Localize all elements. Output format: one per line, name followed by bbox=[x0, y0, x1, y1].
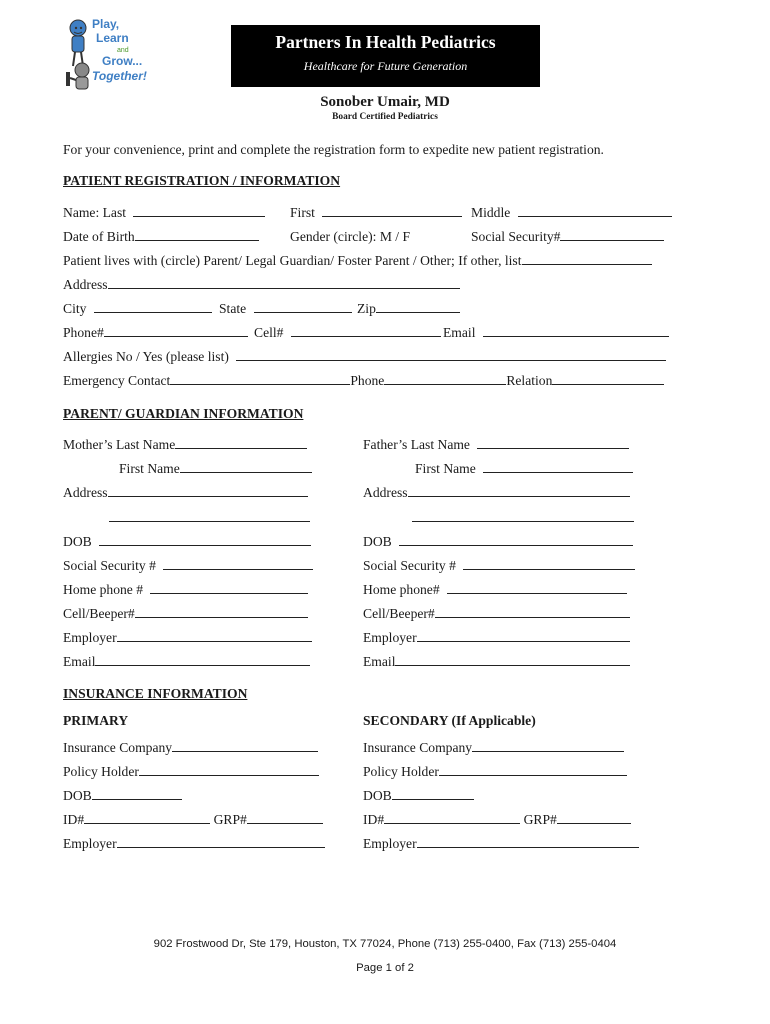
tagline: Healthcare for Future Generation bbox=[303, 59, 468, 73]
email-group bbox=[443, 325, 669, 341]
last-name-label: Name: Last bbox=[63, 205, 127, 220]
secondary-holder-label: Policy Holder bbox=[363, 764, 439, 779]
middle-name-field[interactable] bbox=[518, 205, 672, 217]
father-first-field[interactable] bbox=[483, 461, 633, 473]
allergies-field[interactable] bbox=[236, 349, 666, 361]
father-home-phone-field[interactable] bbox=[447, 582, 627, 594]
cell-group bbox=[254, 325, 441, 341]
emergency-phone-label: Phone bbox=[350, 373, 385, 388]
primary-insurance-heading: PRIMARY bbox=[63, 713, 129, 728]
allergies-group bbox=[63, 349, 666, 365]
primary-dob-field[interactable] bbox=[92, 788, 182, 800]
mother-ssn-field[interactable] bbox=[163, 558, 313, 570]
mother-address-field[interactable] bbox=[108, 485, 308, 497]
mother-cell-label: Cell/Beeper# bbox=[63, 606, 135, 621]
secondary-id-field[interactable] bbox=[384, 812, 520, 824]
middle-name-label: Middle bbox=[471, 205, 511, 220]
mother-address-label: Address bbox=[63, 485, 108, 500]
primary-dob-group bbox=[63, 788, 182, 804]
first-name-label: First bbox=[290, 205, 315, 220]
father-dob-field[interactable] bbox=[399, 534, 633, 546]
father-employer-label: Employer bbox=[363, 630, 417, 645]
primary-company-field[interactable] bbox=[172, 740, 318, 752]
svg-text:and: and bbox=[117, 47, 129, 54]
primary-grp-field[interactable] bbox=[247, 812, 323, 824]
secondary-holder-group bbox=[363, 764, 627, 780]
mother-first-group bbox=[119, 461, 312, 477]
secondary-id-label: ID# bbox=[363, 812, 385, 827]
primary-holder-field[interactable] bbox=[139, 764, 319, 776]
lives-with-group bbox=[63, 253, 652, 269]
phone-field[interactable] bbox=[104, 325, 248, 337]
mother-first-field[interactable] bbox=[180, 461, 312, 473]
primary-employer-field[interactable] bbox=[117, 836, 325, 848]
doctor-credential: Board Certified Pediatrics bbox=[332, 112, 438, 122]
email-field[interactable] bbox=[483, 325, 669, 337]
secondary-holder-field[interactable] bbox=[439, 764, 627, 776]
phone-group bbox=[63, 325, 248, 341]
svg-text:Learn: Learn bbox=[96, 31, 129, 45]
primary-dob-label: DOB bbox=[63, 788, 92, 803]
primary-holder-group bbox=[63, 764, 319, 780]
secondary-insurance-heading: SECONDARY (If Applicable) bbox=[363, 713, 536, 728]
doctor-name: Sonober Umair, MD bbox=[320, 94, 450, 110]
ssn-label: Social Security# bbox=[471, 229, 561, 244]
father-address-line2-field[interactable] bbox=[412, 510, 634, 522]
practice-name: Partners In Health Pediatrics bbox=[275, 32, 496, 52]
father-first-group bbox=[415, 461, 633, 477]
middle-name-group bbox=[471, 205, 672, 221]
primary-employer-group bbox=[63, 836, 325, 852]
mother-last-label: Mother’s Last Name bbox=[63, 437, 176, 452]
ssn-group bbox=[471, 229, 664, 245]
primary-company-label: Insurance Company bbox=[63, 740, 173, 755]
father-dob-label: DOB bbox=[363, 534, 392, 549]
father-ssn-label: Social Security # bbox=[363, 558, 456, 573]
father-last-label: Father’s Last Name bbox=[363, 437, 470, 452]
cell-field[interactable] bbox=[291, 325, 441, 337]
emergency-relation-label: Relation bbox=[506, 373, 553, 388]
secondary-employer-label: Employer bbox=[363, 836, 417, 851]
mother-dob-label: DOB bbox=[63, 534, 92, 549]
primary-id-label: ID# bbox=[63, 812, 85, 827]
secondary-employer-group bbox=[363, 836, 639, 852]
last-name-field[interactable] bbox=[133, 205, 265, 217]
secondary-grp-field[interactable] bbox=[557, 812, 631, 824]
primary-grp-label: GRP# bbox=[213, 812, 247, 827]
secondary-dob-group bbox=[363, 788, 474, 804]
intro-text: For your convenience, print and complete the registration form to expedite new patient registration. bbox=[63, 142, 604, 157]
secondary-id-group bbox=[363, 812, 631, 828]
emergency-relation-field[interactable] bbox=[552, 373, 664, 385]
secondary-company-group bbox=[363, 740, 624, 756]
secondary-dob-field[interactable] bbox=[392, 788, 474, 800]
city-field[interactable] bbox=[94, 301, 212, 313]
state-field[interactable] bbox=[254, 301, 352, 313]
father-cell-field[interactable] bbox=[435, 606, 630, 618]
father-address-field[interactable] bbox=[408, 485, 630, 497]
mother-employer-group bbox=[63, 630, 312, 646]
mother-employer-field[interactable] bbox=[117, 630, 312, 642]
insurance-section-heading: INSURANCE INFORMATION bbox=[63, 686, 248, 701]
secondary-company-field[interactable] bbox=[472, 740, 624, 752]
father-email-group bbox=[363, 654, 630, 670]
father-cell-group bbox=[363, 606, 630, 622]
mother-ssn-label: Social Security # bbox=[63, 558, 156, 573]
zip-label: Zip bbox=[357, 301, 376, 316]
mother-employer-label: Employer bbox=[63, 630, 117, 645]
svg-text:Together!: Together! bbox=[92, 69, 147, 83]
emergency-phone-field[interactable] bbox=[384, 373, 506, 385]
father-dob-group bbox=[363, 534, 633, 550]
mother-last-group bbox=[63, 437, 307, 453]
ssn-field[interactable] bbox=[560, 229, 664, 241]
father-employer-group bbox=[363, 630, 630, 646]
father-email-label: Email bbox=[363, 654, 396, 669]
secondary-company-label: Insurance Company bbox=[363, 740, 473, 755]
mother-email-group bbox=[63, 654, 310, 670]
patient-name-row bbox=[63, 205, 265, 221]
emergency-contact-group bbox=[63, 373, 664, 389]
address-field[interactable] bbox=[108, 277, 460, 289]
mother-email-label: Email bbox=[63, 654, 96, 669]
mother-home-phone-label: Home phone # bbox=[63, 582, 144, 597]
header-banner bbox=[231, 25, 540, 87]
state-group bbox=[219, 301, 352, 317]
secondary-dob-label: DOB bbox=[363, 788, 392, 803]
mother-first-label: First Name bbox=[119, 461, 180, 476]
secondary-employer-field[interactable] bbox=[417, 836, 639, 848]
father-employer-field[interactable] bbox=[417, 630, 630, 642]
dob-field[interactable] bbox=[135, 229, 259, 241]
mother-home-phone-group bbox=[63, 582, 308, 598]
state-label: State bbox=[219, 301, 247, 316]
dob-group bbox=[63, 229, 259, 245]
svg-text:Play,: Play, bbox=[92, 17, 120, 31]
father-first-label: First Name bbox=[415, 461, 476, 476]
father-address-label: Address bbox=[363, 485, 408, 500]
practice-logo bbox=[62, 14, 180, 98]
mother-ssn-group bbox=[63, 558, 313, 574]
guardian-section-heading: PARENT/ GUARDIAN INFORMATION bbox=[63, 406, 304, 421]
patient-section-heading: PATIENT REGISTRATION / INFORMATION bbox=[63, 173, 341, 188]
primary-id-field[interactable] bbox=[84, 812, 210, 824]
father-home-phone-group bbox=[363, 582, 627, 598]
cell-label: Cell# bbox=[254, 325, 284, 340]
mother-cell-group bbox=[63, 606, 308, 622]
primary-company-group bbox=[63, 740, 318, 756]
emergency-contact-label: Emergency Contact bbox=[63, 373, 171, 388]
primary-id-group bbox=[63, 812, 323, 828]
mother-dob-field[interactable] bbox=[99, 534, 311, 546]
page-number: Page 1 of 2 bbox=[356, 962, 414, 974]
primary-holder-label: Policy Holder bbox=[63, 764, 139, 779]
father-ssn-field[interactable] bbox=[463, 558, 635, 570]
phone-label: Phone# bbox=[63, 325, 104, 340]
city-label: City bbox=[63, 301, 87, 316]
father-address-group bbox=[363, 485, 630, 501]
address-label: Address bbox=[63, 277, 108, 292]
kids-logo-icon bbox=[62, 14, 180, 98]
father-home-phone-label: Home phone# bbox=[363, 582, 440, 597]
mother-last-field[interactable] bbox=[175, 437, 307, 449]
primary-employer-label: Employer bbox=[63, 836, 117, 851]
father-last-field[interactable] bbox=[477, 437, 629, 449]
dob-label: Date of Birth bbox=[63, 229, 135, 244]
mother-cell-field[interactable] bbox=[135, 606, 308, 618]
mother-email-field[interactable] bbox=[95, 654, 310, 666]
svg-text:Grow...: Grow... bbox=[102, 54, 143, 68]
father-ssn-group bbox=[363, 558, 635, 574]
gender-label[interactable]: Gender (circle): M / F bbox=[290, 229, 411, 244]
father-cell-label: Cell/Beeper# bbox=[363, 606, 435, 621]
city-group bbox=[63, 301, 212, 317]
first-name-group bbox=[290, 205, 462, 221]
footer-address: 902 Frostwood Dr, Ste 179, Houston, TX 77024, Phone (713) 255-0400, Fax (713) 255-0404 bbox=[153, 938, 617, 950]
email-label: Email bbox=[443, 325, 476, 340]
father-email-field[interactable] bbox=[395, 654, 630, 666]
mother-home-phone-field[interactable] bbox=[150, 582, 308, 594]
mother-dob-group bbox=[63, 534, 311, 550]
father-last-group bbox=[363, 437, 629, 453]
first-name-field[interactable] bbox=[322, 205, 462, 217]
lives-with-label[interactable]: Patient lives with (circle) Parent/ Legal Guardian/ Foster Parent / Other; If other, list bbox=[63, 253, 522, 268]
mother-address-group bbox=[63, 485, 308, 501]
zip-group bbox=[357, 301, 460, 317]
emergency-contact-field[interactable] bbox=[170, 373, 350, 385]
mother-address-line2-field[interactable] bbox=[109, 510, 310, 522]
secondary-grp-label: GRP# bbox=[523, 812, 557, 827]
zip-field[interactable] bbox=[376, 301, 460, 313]
address-group bbox=[63, 277, 460, 293]
lives-with-other-field[interactable] bbox=[522, 253, 652, 265]
allergies-label: Allergies No / Yes (please list) bbox=[63, 349, 229, 364]
